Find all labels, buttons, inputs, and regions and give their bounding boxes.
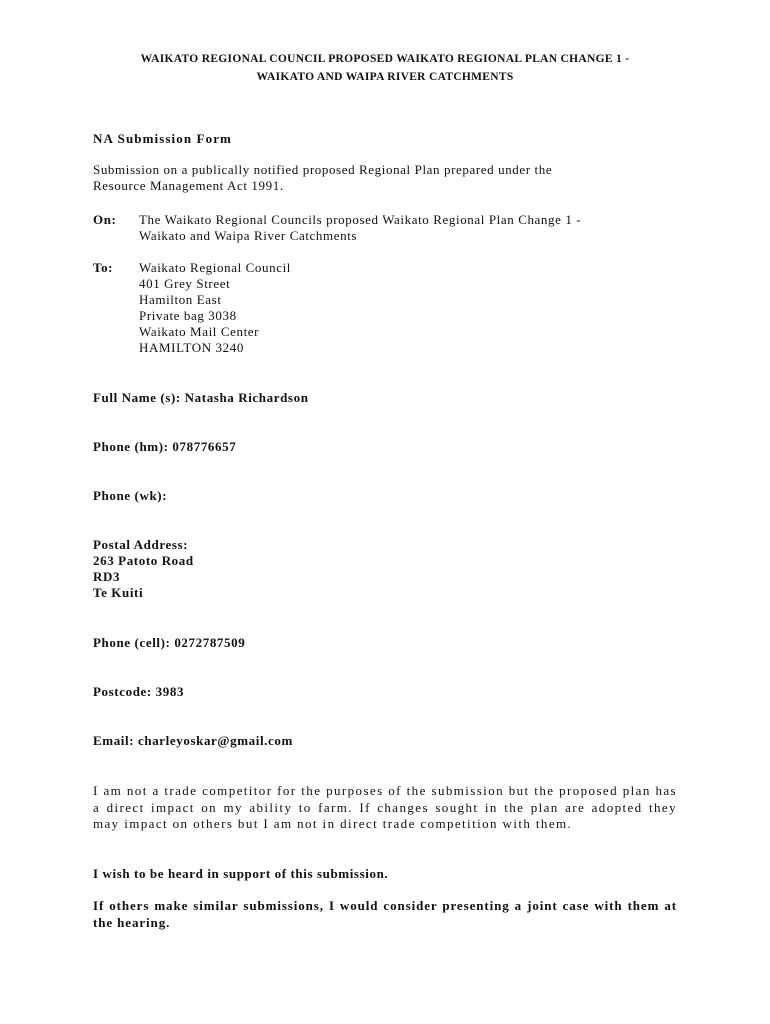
heard-statement: I wish to be heard in support of this submission. [93, 866, 389, 881]
form-title: NA Submission Form [93, 131, 232, 146]
title-line-1: WAIKATO REGIONAL COUNCIL PROPOSED WAIKATO REGIONAL PLAN CHANGE 1 - [140, 53, 630, 65]
full-name: Full Name (s): Natasha Richardson [93, 390, 309, 405]
postal-line: Te Kuiti [93, 585, 144, 600]
joint-case-statement: If others make similar submissions, I would consider presenting a joint case with them at the hearing. [93, 898, 677, 930]
intro-line-1: Submission on a publically notified proposed Regional Plan prepared under the [93, 162, 553, 177]
intro-text [93, 162, 552, 194]
postal-line: RD3 [93, 569, 121, 584]
to-line: Hamilton East [139, 292, 222, 307]
document-title [60, 50, 710, 86]
phone-cell: Phone (cell): 0272787509 [93, 635, 246, 650]
to-line: 401 Grey Street [139, 276, 231, 291]
email: Email: charleyoskar@gmail.com [93, 733, 293, 748]
title-line-2: WAIKATO AND WAIPA RIVER CATCHMENTS [256, 71, 514, 83]
to-address [139, 260, 291, 356]
intro-line-2: Resource Management Act 1991. [93, 178, 284, 193]
to-line: Private bag 3038 [139, 308, 237, 323]
postal-line: 263 Patoto Road [93, 553, 194, 568]
to-line: HAMILTON 3240 [139, 340, 244, 355]
postal-address [93, 537, 194, 601]
to-label: To: [93, 260, 114, 275]
on-line-2: Waikato and Waipa River Catchments [139, 228, 358, 243]
statement-paragraph: I am not a trade competitor for the purposes of the submission but the proposed plan has a direct impact on my ability to farm. If changes sought in the plan are adopted they may impact on others but I am not in direct trade competition with them. [93, 783, 677, 831]
on-label: On: [93, 212, 117, 227]
postcode: Postcode: 3983 [93, 684, 185, 699]
on-line-1: The Waikato Regional Councils proposed Waikato Regional Plan Change 1 - [139, 212, 582, 227]
to-line: Waikato Regional Council [139, 260, 291, 275]
on-value [139, 212, 581, 244]
phone-work: Phone (wk): [93, 488, 168, 503]
phone-home: Phone (hm): 078776657 [93, 439, 237, 454]
to-line: Waikato Mail Center [139, 324, 260, 339]
postal-label: Postal Address: [93, 537, 189, 552]
